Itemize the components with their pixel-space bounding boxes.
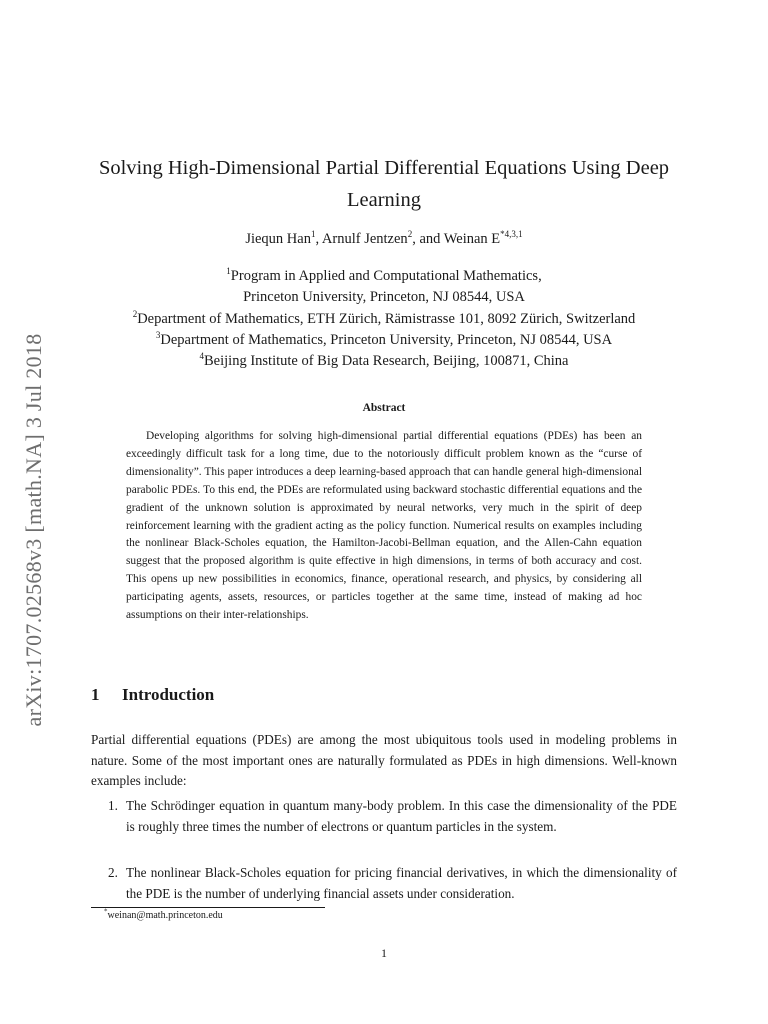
affiliations-block — [60, 266, 708, 372]
affiliation-line — [60, 309, 708, 330]
affiliation-line — [60, 287, 708, 308]
abstract-heading: Abstract — [362, 402, 406, 414]
list-item-text: The Schrödinger equation in quantum many-body problem. In this case the dimensionality of the PDE is roughly three times the number of electrons or quantum particles in the system. — [126, 798, 677, 834]
affiliation-line — [60, 351, 708, 372]
abstract-body: Developing algorithms for solving high-dimensional partial differential equations (PDEs) has been an exceedingly difficult task for a long time, due to the notoriously difficult problem known as the “curse of dimensionality”. This paper introduces a deep learning-based approach that can handle general high-dimensional parabolic PDEs. To this end, the PDEs are reformulated using backward stochastic differential equations and the gradient of the unknown solution is approximated by neural networks, very much in the spirit of deep reinforcement learning with the gradient acting as the policy function. Numerical results on examples including the nonlinear Black-Scholes equation, the Hamilton-Jacobi-Bellman equation, and the Allen-Cahn equation suggest that the proposed algorithm is quite effective in high dimensions, in terms of both accuracy and cost. This opens up new possibilities in economics, finance, operational research, and physics, by considering all participating agents, assets, resources, or particles together at the same time, instead of making ad hoc assumptions on their inter-relationships. — [126, 430, 642, 622]
section-number: 1 — [91, 685, 100, 704]
page-number: 1 — [381, 946, 387, 960]
affiliation-mark: 4 — [199, 351, 205, 362]
author-name: Jiequn Han — [245, 231, 311, 247]
affiliation-text: Program in Applied and Computational Mathematics, — [230, 268, 542, 284]
author-affiliation-mark: *4,3,1 — [500, 229, 523, 240]
section-title: Introduction — [122, 685, 215, 704]
footnote — [104, 907, 223, 921]
author-separator: , and — [412, 231, 444, 247]
affiliation-line — [60, 266, 708, 287]
affiliation-text: Princeton University, Princeton, NJ 08544, USA — [243, 289, 525, 306]
list-item — [108, 796, 677, 837]
intro-paragraph: Partial differential equations (PDEs) are among the most ubiquitous tools used in modeling problems in nature. Some of the most important ones are naturally formulated as PDEs in high dimensions. Well-known examples include: — [91, 732, 677, 788]
arxiv-identifier-stamp: arXiv:1707.02568v3 [math.NA] 3 Jul 2018 — [21, 333, 46, 727]
paper-title: Solving High-Dimensional Partial Differential Equations Using Deep Learning — [98, 157, 670, 211]
footnote-mark: * — [104, 907, 108, 916]
author-separator: , — [315, 231, 322, 247]
affiliation-mark: 3 — [155, 330, 161, 341]
author-affiliation-mark: 2 — [407, 229, 413, 240]
footnote-divider — [91, 907, 325, 908]
affiliation-text: Department of Mathematics, Princeton University, Princeton, NJ 08544, USA — [160, 331, 613, 348]
footnote-email: weinan@math.princeton.edu — [107, 910, 223, 921]
affiliation-line — [60, 330, 708, 351]
affiliation-mark: 1 — [226, 266, 231, 277]
author-affiliation-mark: 1 — [310, 229, 316, 240]
list-item-number: 1. — [108, 798, 118, 813]
list-item — [108, 863, 677, 904]
section-heading — [91, 685, 214, 705]
list-item-text: The nonlinear Black-Scholes equation for pricing financial derivatives, in which the dimensionality of the PDE is the number of underlying financial assets under consideration. — [126, 865, 677, 901]
author-name: Arnulf Jentzen — [321, 231, 408, 247]
author-line — [80, 231, 688, 248]
affiliation-text: Beijing Institute of Big Data Research, Beijing, 100871, China — [204, 353, 569, 370]
affiliation-mark: 2 — [132, 308, 138, 319]
list-item-number: 2. — [108, 865, 118, 880]
author-name: Weinan E — [443, 231, 501, 247]
affiliation-text: Department of Mathematics, ETH Zürich, Rämistrasse 101, 8092 Zürich, Switzerland — [137, 310, 636, 327]
